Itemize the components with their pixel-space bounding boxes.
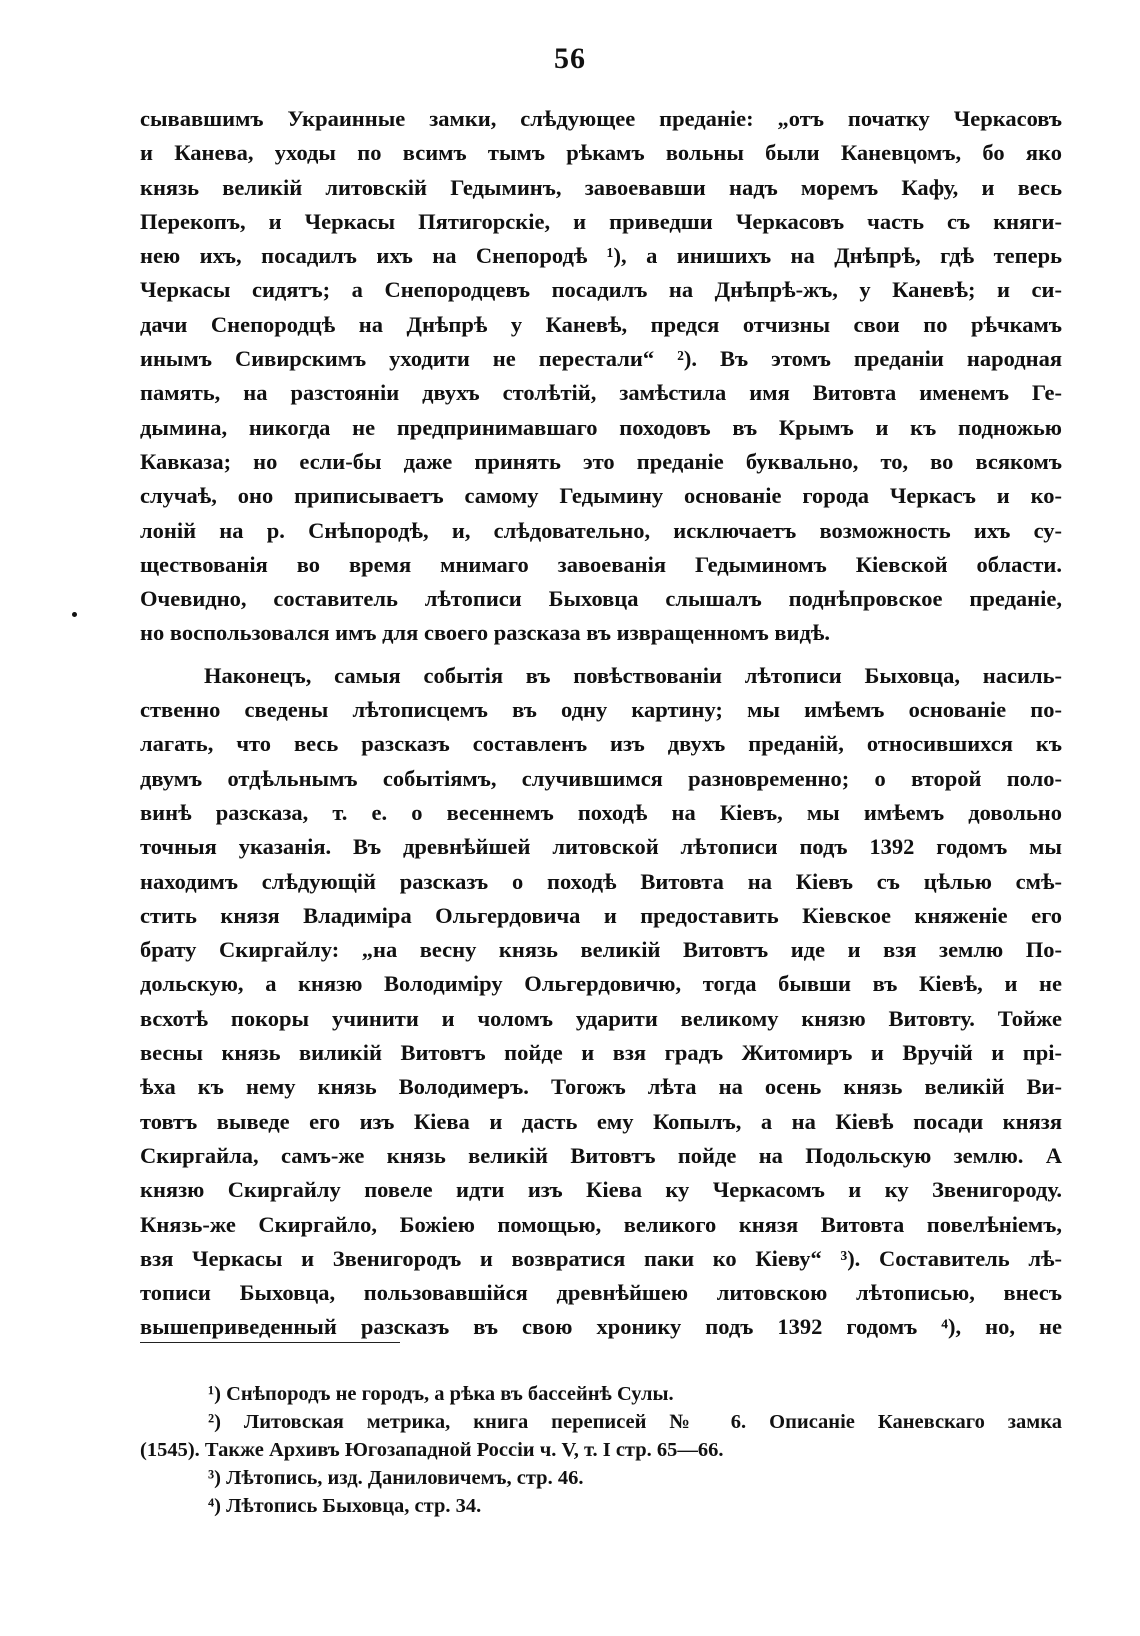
text-line: Наконецъ, самыя событія въ повѣствованіи лѣтописи Быховца, насиль- (204, 662, 1062, 688)
text-line: Перекопъ, и Черкасы Пятигорскіе, и приведши Черкасовъ часть съ княги- (140, 208, 1062, 234)
text-line: лоній на р. Снѣпородѣ, и, слѣдовательно, исключаетъ возможность ихъ су- (140, 517, 1062, 543)
text-line: весны князь виликій Витовтъ пойде и взя градъ Житомиръ и Вручій и прі- (140, 1040, 1062, 1066)
text-line: брату Скиргайлу: „на весну князь великій Витовтъ иде и взя землю По- (140, 937, 1062, 963)
footnote-3: ³) Лѣтопись, изд. Даниловичемъ, стр. 46. (208, 1467, 584, 1489)
paragraph-2 (140, 659, 1062, 1345)
footnote-2: ²) Литовская метрика, книга переписей № 6. Описаніе Каневскаго замка (208, 1411, 1062, 1433)
text-line: князь великій литовскій Гедыминъ, завоевавши надъ моремъ Кафу, и весь (140, 174, 1062, 200)
text-line: князю Скиргайлу повеле идти изъ Кіева ку Черкасомъ и ку Звенигороду. (140, 1177, 1062, 1203)
text-line: нею ихъ, посадилъ ихъ на Снепородѣ ¹), а инишихъ на Днѣпрѣ, гдѣ теперь (140, 243, 1062, 269)
text-line: двумъ отдѣльнымъ событіямъ, случившимся разновременно; о второй поло- (140, 765, 1062, 791)
text-line: Очевидно, составитель лѣтописи Быховца слышалъ поднѣпровское преданіе, (140, 586, 1062, 612)
text-line: сывавшимъ Украинные замки, слѣдующее преданіе: „отъ початку Черкасовъ (140, 106, 1062, 131)
text-line: тописи Быховца, пользовавшійся древнѣйшею литовскою лѣтописью, внесъ (140, 1280, 1062, 1306)
text-line: Черкасы сидятъ; а Снепородцевъ посадилъ на Днѣпрѣ-жъ, у Каневѣ; и си- (140, 277, 1062, 303)
text-line: ственно сведены лѣтописцемъ въ одну картину; мы имѣемъ основаніе по- (140, 697, 1062, 723)
body-text (140, 102, 1062, 1345)
text-line: дымина, никогда не предпринимавшаго походовъ въ Крымъ и къ подножью (140, 414, 1062, 440)
text-line: но воспользовался имъ для своего разсказа въ извращенномъ видѣ. (140, 620, 830, 646)
text-line: Кавказа; но если-бы даже принять это преданіе буквально, то, во всякомъ (140, 448, 1062, 474)
text-line: винѣ разсказа, т. е. о весеннемъ походѣ на Кіевъ, мы имѣемъ довольно (140, 799, 1062, 825)
footnote-4: ⁴) Лѣтопись Быховца, стр. 34. (208, 1495, 482, 1517)
text-line: дольскую, а князю Володиміру Ольгердовичю, тогда бывши въ Кіевѣ, и не (140, 971, 1062, 997)
text-line: находимъ слѣдующій разсказъ о походѣ Витовта на Кіевъ съ цѣлью смѣ- (140, 868, 1062, 894)
text-line: Князь-же Скиргайло, Божіею помощью, великого князя Витовта повелѣніемъ, (140, 1211, 1062, 1237)
text-line: случаѣ, оно приписываетъ самому Гедымину основаніе города Черкасъ и ко- (140, 483, 1062, 509)
text-line: и Канева, уходы по всимъ тымъ рѣкамъ вольны были Каневцомъ, бо яко (140, 140, 1062, 166)
text-line: взя Черкасы и Звенигородъ и возвратися паки ко Кіеву“ ³). Составитель лѣ- (140, 1245, 1062, 1271)
text-line: ѣха къ нему князь Володимеръ. Тогожъ лѣта на осень князь великій Ви- (140, 1074, 1062, 1100)
paragraph-1 (140, 102, 1062, 651)
footnote-rule (140, 1342, 400, 1343)
footnotes (140, 1380, 1062, 1520)
footnote-2-continued: (1545). Также Архивъ Югозападной Россіи ч. V, т. I стр. 65—66. (140, 1439, 724, 1461)
text-line: ществованія во время мнимаго завоеванія Гедыминомъ Кіевской области. (140, 551, 1062, 577)
text-line: Скиргайла, самъ-же князь великій Витовтъ пойде на Подольскую землю. А (140, 1142, 1062, 1168)
text-line: вышеприведенный разсказъ въ свою хронику подъ 1392 годомъ ⁴), но, не (140, 1314, 1062, 1340)
margin-dot (72, 612, 77, 617)
text-line: товтъ выведе его изъ Кіева и дасть ему Копылъ, а на Кіевѣ посади князя (140, 1108, 1062, 1134)
text-line: дачи Снепородцѣ на Днѣпрѣ у Каневѣ, предся отчизны свои по рѣчкамъ (140, 311, 1062, 337)
paragraph-gap (140, 651, 1062, 659)
text-line: стить князя Владиміра Ольгердовича и предоставить Кіевское княженіе его (140, 902, 1062, 928)
text-line: всхотѣ покоры учинити и чоломъ ударити великому князю Витовту. Тойже (140, 1005, 1062, 1031)
page-number: 56 (554, 42, 586, 75)
text-line: лагать, что весь разсказъ составленъ изъ двухъ преданій, относившихся къ (140, 731, 1062, 757)
text-line: память, на разстояніи двухъ столѣтій, замѣстила имя Витовта именемъ Ге- (140, 380, 1062, 406)
text-line: инымъ Сивирскимъ уходити не перестали“ ²). Въ этомъ преданіи народная (140, 346, 1062, 372)
text-line: точныя указанія. Въ древнѣйшей литовской лѣтописи подъ 1392 годомъ мы (140, 834, 1062, 860)
footnote-1: ¹) Снѣпородъ не городъ, а рѣка въ бассейнѣ Сулы. (208, 1383, 674, 1405)
